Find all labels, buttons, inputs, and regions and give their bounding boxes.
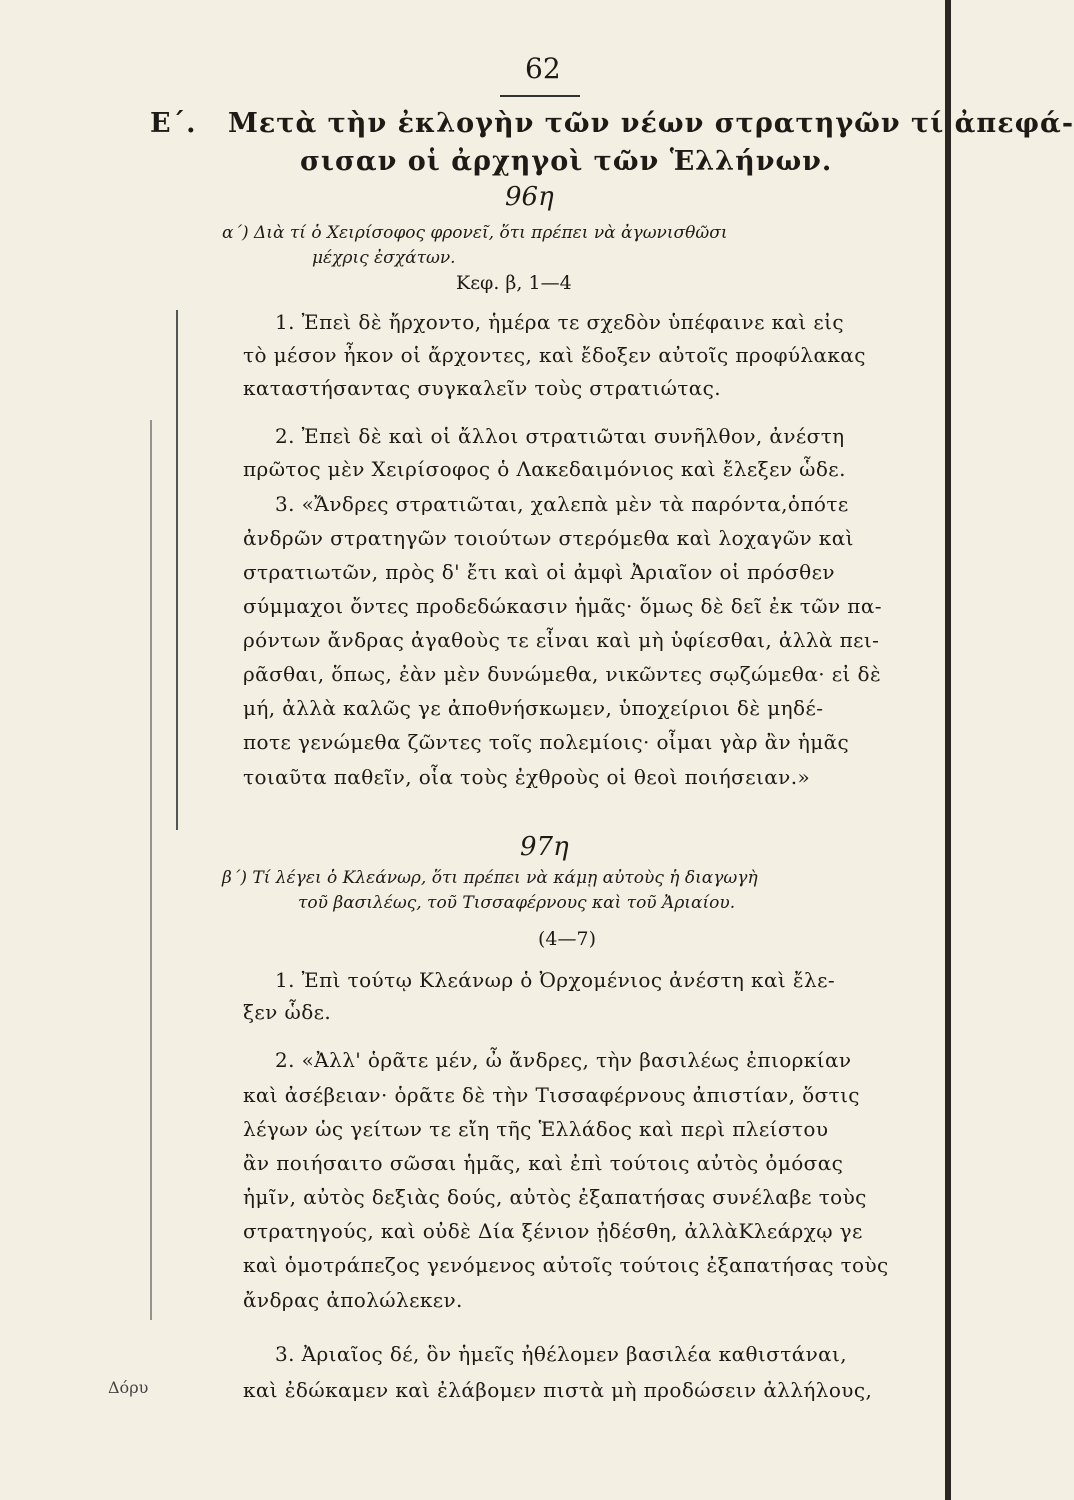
section-b-line: ἡμῖν, αὐτὸς δεξιὰς δούς, αὐτὸς ἐξαπατήσας συνέλαβε τοὺς xyxy=(243,1185,867,1209)
section-a-line: τὸ μέσον ἦκον οἱ ἄρχοντες, καὶ ἔδοξεν αὐτοῖς προφύλακας xyxy=(243,343,866,367)
section-b-line: ἂν ποιήσαιτο σῶσαι ἡμᾶς, καὶ ἐπὶ τούτοις αὐτὸς ὀμόσας xyxy=(243,1151,844,1175)
section-a-line: ἀνδρῶν στρατηγῶν τοιούτων στερόμεθα καὶ λοχαγῶν καὶ xyxy=(243,526,854,550)
section-b-line: καὶ ἐδώκαμεν καὶ ἐλάβομεν πιστὰ μὴ προδώσειν ἀλλήλους, xyxy=(243,1378,873,1402)
section-b-line: καὶ ὁμοτράπεζος γενόμενος αὐτοῖς τούτοις ἐξαπατήσας τοὺς xyxy=(243,1253,889,1277)
section-a-number: 96η xyxy=(505,182,554,212)
heading-line-1: Μετὰ τὴν ἐκλογὴν τῶν νέων στρατηγῶν τί ἀπεφά- xyxy=(228,108,1074,139)
section-b-line: 3. Ἀριαῖος δέ, ὃν ἡμεῖς ἠθέλομεν βασιλέα καθιστάναι, xyxy=(275,1342,848,1366)
section-b-number: 97η xyxy=(520,832,569,862)
section-b-line: λέγων ὡς γείτων τε εἴη τῆς Ἑλλάδος καὶ περὶ πλείστου xyxy=(243,1117,829,1141)
heading-line-2: σισαν οἱ ἀρχηγοὶ τῶν Ἑλλήνων. xyxy=(300,146,833,177)
section-a-line: καταστήσαντας συγκαλεῖν τοὺς στρατιώτας. xyxy=(243,376,722,400)
page-number-rule xyxy=(500,95,580,97)
margin-note: Δόρυ xyxy=(108,1378,149,1397)
section-a-line: σύμμαχοι ὄντες προδεδώκασιν ἡμᾶς· ὅμως δὲ δεῖ ἐκ τῶν πα- xyxy=(243,594,882,618)
section-b-reference: (4—7) xyxy=(538,928,597,950)
section-a-line: 3. «Ἄνδρες στρατιῶται, χαλεπὰ μὲν τὰ παρόντα,ὁπότε xyxy=(275,492,849,516)
page-number: 62 xyxy=(525,52,561,85)
section-a-line: 1. Ἐπεὶ δὲ ἤρχοντο, ἡμέρα τε σχεδὸν ὑπέφαινε καὶ εἰς xyxy=(275,310,844,334)
margin-pencil-line xyxy=(150,420,152,1320)
section-a-question-1: α΄) Διὰ τί ὁ Χειρίσοφος φρονεῖ, ὅτι πρέπει νὰ ἀγωνισθῶσι xyxy=(222,223,728,243)
page-edge-shadow xyxy=(945,0,951,1500)
section-a-line: τοιαῦτα παθεῖν, οἷα τοὺς ἐχθροὺς οἱ θεοὶ ποιήσειαν.» xyxy=(243,765,811,789)
section-a-reference: Κεφ. β, 1—4 xyxy=(456,272,572,294)
section-a-line: 2. Ἐπεὶ δὲ καὶ οἱ ἄλλοι στρατιῶται συνῆλθον, ἀνέστη xyxy=(275,424,845,448)
section-a-line: ποτε γενώμεθα ζῶντες τοῖς πολεμίοις· οἶμαι γὰρ ἂν ἡμᾶς xyxy=(243,730,850,754)
section-a-line: ρᾶσθαι, ὅπως, ἐὰν μὲν δυνώμεθα, νικῶντες σῳζώμεθα· εἰ δὲ xyxy=(243,662,882,686)
section-b-question-2: τοῦ βασιλέως, τοῦ Τισσαφέρνους καὶ τοῦ Ἀριαίου. xyxy=(298,893,736,913)
section-b-line: στρατηγούς, καὶ οὐδὲ Δία ξένιον ᾐδέσθη, ἀλλὰΚλεάρχῳ γε xyxy=(243,1219,863,1243)
heading-label: Ε΄. xyxy=(150,108,197,139)
section-b-line: ἄνδρας ἀπολώλεκεν. xyxy=(243,1288,463,1312)
section-a-line: πρῶτος μὲν Χειρίσοφος ὁ Λακεδαιμόνιος καὶ ἔλεξεν ὧδε. xyxy=(243,457,846,481)
section-a-line: στρατιωτῶν, πρὸς δ' ἔτι καὶ οἱ ἀμφὶ Ἀριαῖον οἱ πρόσθεν xyxy=(243,560,835,584)
section-a-line: ρόντων ἄνδρας ἀγαθοὺς τε εἶναι καὶ μὴ ὑφίεσθαι, ἀλλὰ πει- xyxy=(243,628,880,652)
section-b-line: καὶ ἀσέβειαν· ὁρᾶτε δὲ τὴν Τισσαφέρνους ἀπιστίαν, ὅστις xyxy=(243,1083,860,1107)
section-b-line: 2. «Ἀλλ' ὁρᾶτε μέν, ὦ ἄνδρες, τὴν βασιλέως ἐπιορκίαν xyxy=(275,1048,852,1072)
section-a-question-2: μέχρις ἐσχάτων. xyxy=(312,248,456,268)
margin-pencil-line xyxy=(176,310,178,830)
section-b-question-1: β΄) Τί λέγει ὁ Κλεάνωρ, ὅτι πρέπει νὰ κάμῃ αὐτοὺς ἡ διαγωγὴ xyxy=(222,868,758,888)
section-b-line: ξεν ὧδε. xyxy=(243,1000,332,1024)
section-a-line: μή, ἀλλὰ καλῶς γε ἀποθνήσκωμεν, ὑποχείριοι δὲ μηδέ- xyxy=(243,696,824,720)
section-b-line: 1. Ἐπὶ τούτῳ Κλεάνωρ ὁ Ὀρχομένιος ἀνέστη καὶ ἔλε- xyxy=(275,968,835,992)
